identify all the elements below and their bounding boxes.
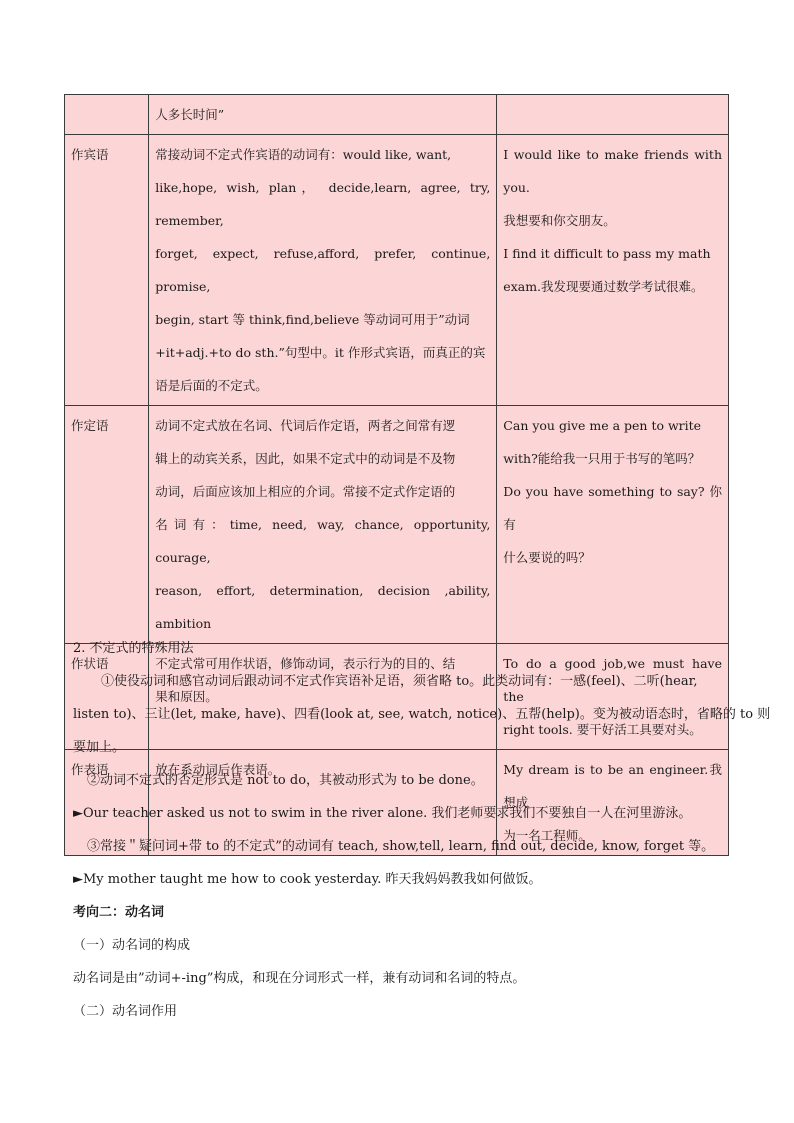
rule-1-line-2: listen to)、三让(let, make, have)、四看(look at, see, watch, notice)、五帮(help)。变为被动语态时，省略的 to 则: [73, 707, 771, 722]
example-line: Can you give me a pen to write: [503, 418, 702, 433]
table-row: [65, 135, 729, 406]
example-line: 什么要说的吗？: [503, 550, 591, 565]
rule-1-line-3: 要加上。: [73, 740, 126, 755]
row-label: 作定语: [65, 406, 149, 644]
example-line: I would like to make friends with you.: [503, 147, 722, 195]
subsection-1-text: 动名词是由”动词+-ing”构成，和现在分词形式一样，兼有动词和名词的特点。: [73, 971, 526, 986]
description-line: begin, start 等 think,find,believe 等动词可用于”动词: [155, 312, 470, 327]
row-description: [149, 95, 497, 135]
example-line: 我想要和你交朋友。: [503, 213, 616, 228]
special-usage-section: [73, 632, 771, 1028]
example-line: [503, 98, 722, 131]
row-label: 作表语: [65, 750, 149, 856]
description-line: 果和原因。: [155, 689, 218, 704]
example-line: My dream is to be an engineer.我想成: [503, 762, 722, 810]
row-label: [65, 95, 149, 135]
rule-2: ②动词不定式的否定形式是 not to do，其被动形式为 to be done。: [87, 773, 484, 788]
description-line: 名词有：time, need, way, chance, opportunity, courage,: [155, 517, 491, 565]
description-line: 辑上的动宾关系，因此，如果不定式中的动词是不及物: [155, 451, 456, 466]
rule-1-line-1: ①使役动词和感官动词后跟动词不定式作宾语补足语，须省略 to。此类动词有：一感(feel)、二听(hear,: [101, 674, 698, 689]
row-example: [497, 135, 729, 406]
row-label: 作状语: [65, 644, 149, 750]
table-row: [65, 406, 729, 644]
subsection-2-heading: （二）动名词作用: [73, 1004, 178, 1019]
description-line: 放在系动词后作表语。: [155, 762, 281, 777]
section-heading: 2. 不定式的特殊用法: [73, 641, 194, 656]
description-line: like,hope, wish, plan， decide,learn, agree, try, remember,: [155, 180, 491, 228]
row-description: [149, 406, 497, 644]
subsection-1-heading: （一）动名词的构成: [73, 938, 191, 953]
example-line: exam.我发现要通过数学考试很难。: [503, 279, 704, 294]
rule-3: ③常接＂疑问词+带 to 的不定式”的动词有 teach, show,tell, learn, find out, decide, know, forget 等。: [87, 839, 715, 854]
example-line: I find it difficult to pass my math: [503, 246, 711, 261]
description-line: forget, expect, refuse,afford, prefer, continue, promise,: [155, 246, 491, 294]
table-row: [65, 95, 729, 135]
example-line: with?能给我一只用于书写的笔吗？: [503, 451, 701, 466]
description-line: 动词，后面应该加上相应的介词。常接不定式作定语的: [155, 484, 456, 499]
topic-heading: 考向二：动名词: [73, 905, 165, 920]
row-description: [149, 135, 497, 406]
example-line: 为一名工程师。: [503, 828, 591, 843]
description-line: 人多长时间”: [155, 107, 225, 122]
description-line: 语是后面的不定式。: [155, 378, 268, 393]
example-line: Do you have something to say? 你有: [503, 484, 722, 532]
description-line: 动词不定式放在名词、代词后作定语，两者之间常有逻: [155, 418, 456, 433]
row-example: [497, 95, 729, 135]
row-label: 作宾语: [65, 135, 149, 406]
example-2: ►Our teacher asked us not to swim in the river alone. 我们老师要求我们不要独自一人在河里游泳。: [73, 806, 692, 821]
description-line: reason, effort, determination, decision ,ability, ambition: [155, 583, 491, 631]
example-line: To do a good job,we must have the: [503, 656, 722, 704]
description-line: 常接动词不定式作宾语的动词有：would like, want,: [155, 147, 452, 162]
description-line: 不定式常可用作状语，修饰动词，表示行为的目的、结: [155, 656, 456, 671]
example-line: right tools. 要干好活工具要对头。: [503, 722, 702, 737]
description-line: +it+adj.+to do sth.”句型中。it 作形式宾语，而真正的宾: [155, 345, 486, 360]
example-3: ►My mother taught me how to cook yesterday. 昨天我妈妈教我如何做饭。: [73, 872, 542, 887]
row-example: [497, 406, 729, 644]
